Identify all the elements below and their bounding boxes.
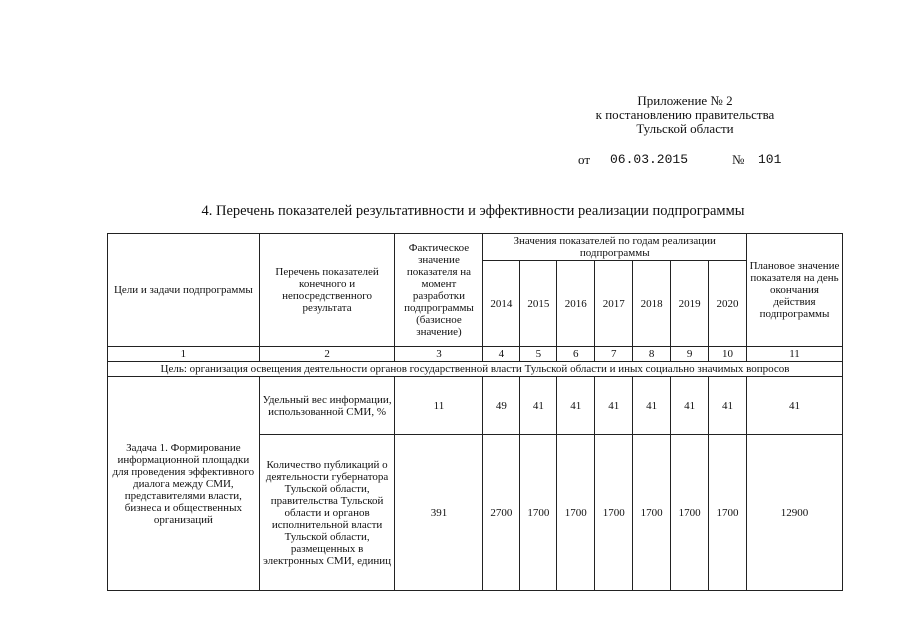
header-planned-value: Плановое значение показателя на день окончания действия подпрограммы xyxy=(747,234,843,347)
column-number: 9 xyxy=(671,347,709,362)
appendix-line-1: Приложение № 2 xyxy=(637,93,733,108)
column-number: 3 xyxy=(395,347,483,362)
column-number: 8 xyxy=(633,347,671,362)
column-number: 2 xyxy=(259,347,395,362)
indicator-cell: Количество публикаций о деятельности губернатора Тульской области, правительства Тульской области и органов исполнительной власти Тульской области, размещенных в электронных СМИ, единиц xyxy=(259,435,395,591)
column-number: 4 xyxy=(483,347,520,362)
date-value: 06.03.2015 xyxy=(610,152,689,167)
header-indicators: Перечень показателей конечного и непосредственного результата xyxy=(259,234,395,347)
year-header: 2014 xyxy=(483,261,520,347)
year-value-cell: 41 xyxy=(520,377,557,435)
year-value-cell: 1700 xyxy=(671,435,709,591)
year-value-cell: 41 xyxy=(595,377,633,435)
year-value-cell: 49 xyxy=(483,377,520,435)
date-prefix: от xyxy=(578,152,591,167)
year-value-cell: 41 xyxy=(709,377,747,435)
year-header: 2019 xyxy=(671,261,709,347)
column-number: 1 xyxy=(108,347,260,362)
header-actual-value: Фактическое значение показателя на момент разработки подпрограммы (базисное значение) xyxy=(395,234,483,347)
year-header: 2016 xyxy=(557,261,595,347)
planned-value-cell: 12900 xyxy=(747,435,843,591)
indicator-cell: Удельный вес информации, использованной СМИ, % xyxy=(259,377,395,435)
year-value-cell: 2700 xyxy=(483,435,520,591)
year-header: 2017 xyxy=(595,261,633,347)
year-header: 2015 xyxy=(520,261,557,347)
document-title: 4. Перечень показателей результативности и эффективности реализации подпрограммы xyxy=(201,203,745,219)
year-header: 2018 xyxy=(633,261,671,347)
year-header: 2020 xyxy=(709,261,747,347)
appendix-header xyxy=(560,94,810,136)
column-number: 10 xyxy=(709,347,747,362)
appendix-line-2: к постановлению правительства xyxy=(595,107,775,122)
column-number: 5 xyxy=(520,347,557,362)
actual-value-cell: 11 xyxy=(395,377,483,435)
year-value-cell: 41 xyxy=(557,377,595,435)
number-prefix: № xyxy=(732,152,745,167)
goal-row: Цель: организация освещения деятельности органов государственной власти Тульской области и иных социально значимых вопросов xyxy=(108,362,843,377)
year-value-cell: 1700 xyxy=(709,435,747,591)
year-value-cell: 41 xyxy=(671,377,709,435)
column-number: 6 xyxy=(557,347,595,362)
column-number: 11 xyxy=(747,347,843,362)
year-value-cell: 1700 xyxy=(633,435,671,591)
number-value: 101 xyxy=(758,152,782,167)
indicators-table xyxy=(107,233,843,591)
header-years-group: Значения показателей по годам реализации подпрограммы xyxy=(483,234,747,261)
planned-value-cell: 41 xyxy=(747,377,843,435)
year-value-cell: 1700 xyxy=(520,435,557,591)
year-value-cell: 1700 xyxy=(595,435,633,591)
year-value-cell: 41 xyxy=(633,377,671,435)
header-goals: Цели и задачи подпрограммы xyxy=(108,234,260,347)
appendix-line-3: Тульской области xyxy=(636,121,734,136)
column-number: 7 xyxy=(595,347,633,362)
actual-value-cell: 391 xyxy=(395,435,483,591)
task-cell: Задача 1. Формирование информационной площадки для проведения эффективного диалога между СМИ, представителями власти, бизнеса и общественных организаций xyxy=(108,377,260,591)
year-value-cell: 1700 xyxy=(557,435,595,591)
